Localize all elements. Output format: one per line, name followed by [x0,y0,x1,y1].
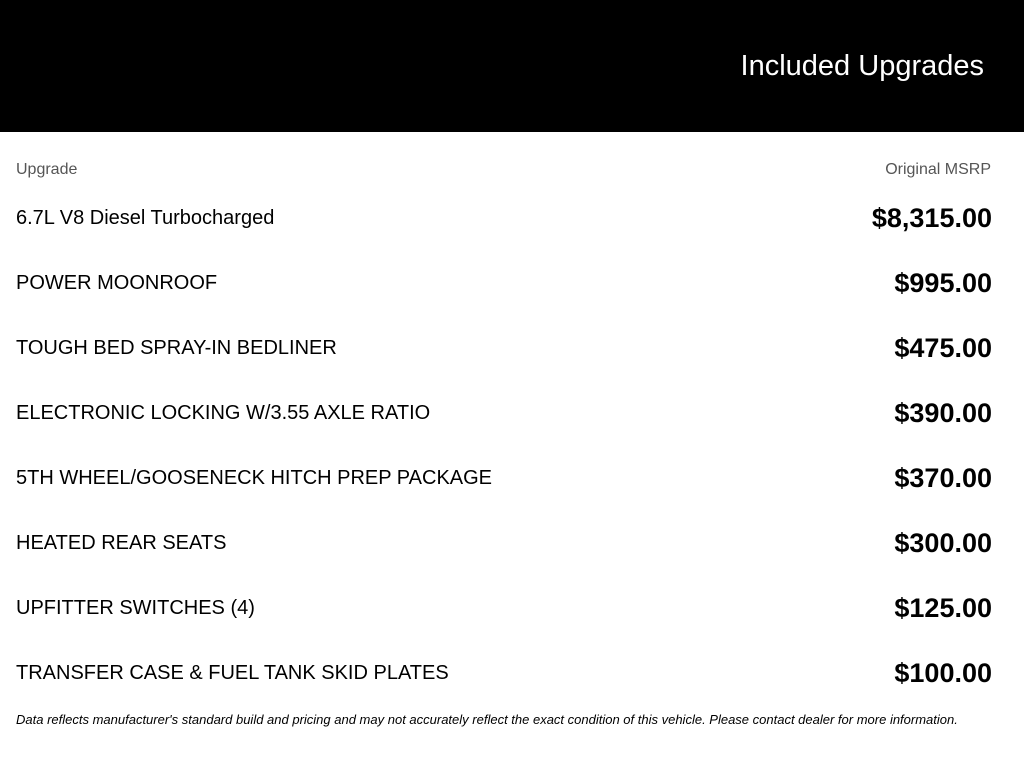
table-row [16,328,992,393]
upgrade-name: 5TH WHEEL/GOOSENECK HITCH PREP PACKAGE [16,467,493,489]
table-row [16,458,992,523]
table-row [16,653,992,718]
table-row [16,198,992,263]
upgrade-name: 6.7L V8 Diesel Turbocharged [16,207,275,229]
column-headers [16,160,991,180]
upgrade-price: $100.00 [894,658,992,688]
upgrades-panel [0,132,1024,768]
upgrade-price: $300.00 [894,528,992,558]
table-row [16,393,992,458]
upgrade-list [16,198,992,718]
table-row [16,263,992,328]
page-title: Included Upgrades [740,50,984,82]
upgrade-price: $125.00 [894,593,992,623]
upgrade-price: $475.00 [894,333,992,363]
table-row [16,588,992,653]
upgrade-price: $995.00 [894,268,992,298]
upgrade-price: $370.00 [894,463,992,493]
upgrade-name: POWER MOONROOF [16,272,218,294]
upgrade-name: UPFITTER SWITCHES (4) [16,597,255,619]
disclaimer-text: Data reflects manufacturer's standard build and pricing and may not accurately reflect the exact condition of this vehicle. Please contact dealer for more information. [16,712,958,727]
msrp-column-header: Original MSRP [885,161,991,178]
upgrade-name: ELECTRONIC LOCKING W/3.55 AXLE RATIO [16,402,431,424]
upgrade-name: TOUGH BED SPRAY-IN BEDLINER [16,337,337,359]
upgrade-column-header: Upgrade [16,161,78,178]
table-row [16,523,992,588]
page-header [0,0,1024,132]
upgrade-name: HEATED REAR SEATS [16,532,227,554]
upgrade-name: TRANSFER CASE & FUEL TANK SKID PLATES [16,662,449,684]
upgrade-price: $8,315.00 [871,203,992,233]
upgrade-price: $390.00 [894,398,992,428]
